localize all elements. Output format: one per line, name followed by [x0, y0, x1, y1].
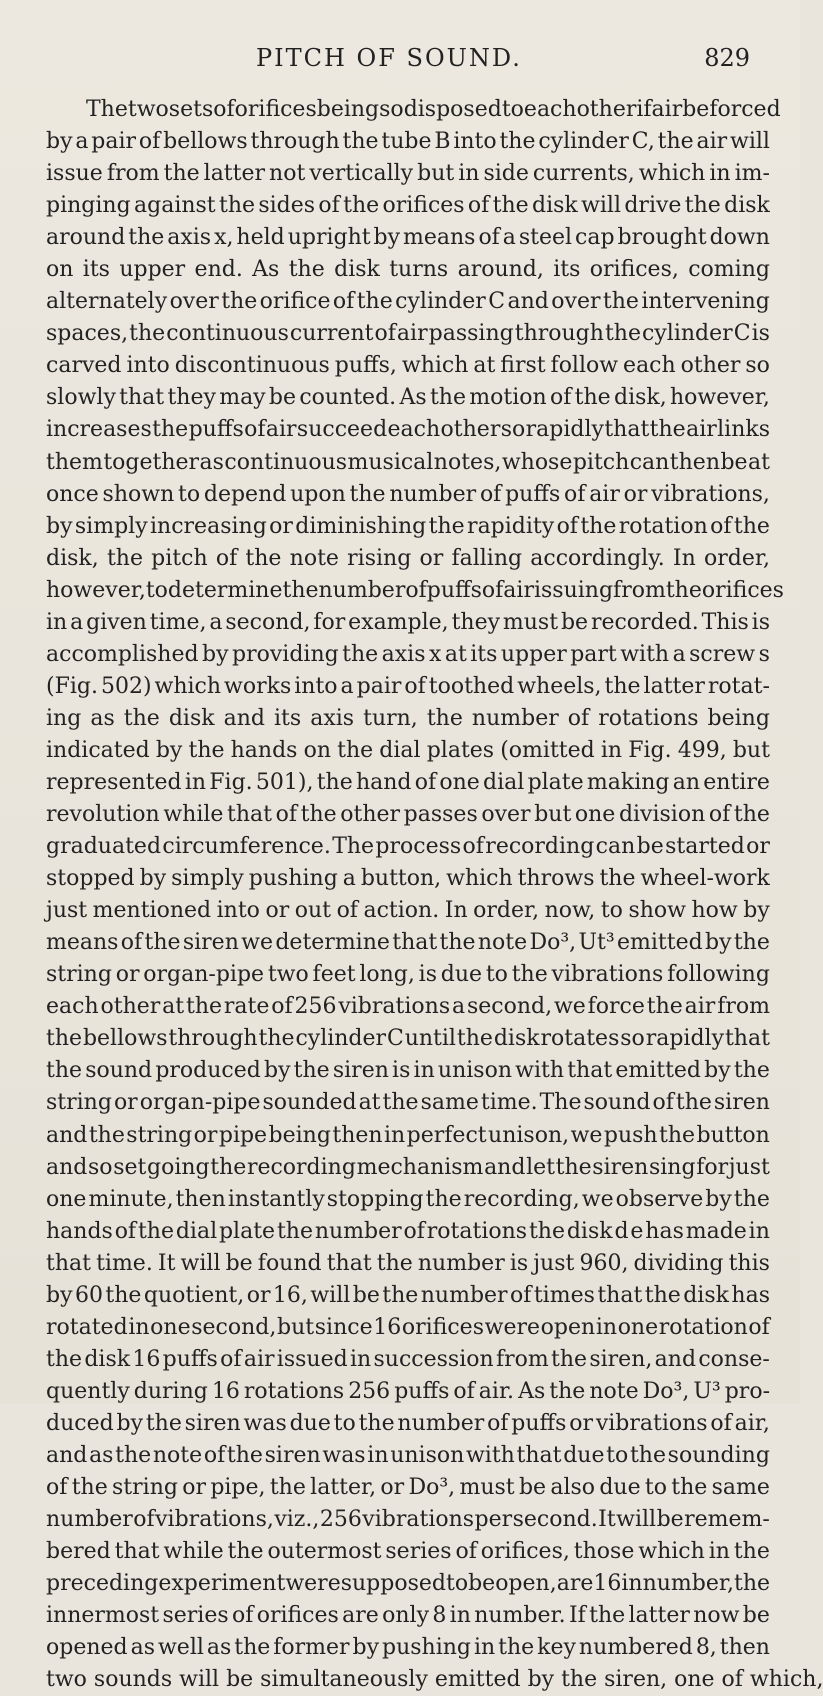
text-line: pinging against the sides of the orifices of the disk will drive the disk: [46, 193, 770, 219]
page-number: 829: [704, 44, 750, 72]
running-head: [46, 44, 774, 84]
text-line: around the axis x, held upright by means of a steel cap brought down: [46, 225, 770, 251]
text-line: the disk 16 puffs of air issued in succession from the siren, and conse-: [46, 1346, 770, 1372]
text-line: duced by the siren was due to the number of puffs or vibrations of air,: [46, 1410, 770, 1436]
text-line: preceding experiment were supposed to be open, are 16 in number, the: [46, 1571, 771, 1597]
text-line: and so set going the recording mechanism and let the siren sing for just: [46, 1154, 770, 1180]
text-line: indicated by the hands on the dial plates (omitted in Fig. 499, but: [46, 737, 770, 763]
text-line: represented in Fig. 501), the hand of one dial plate making an entire: [46, 769, 770, 795]
text-line: slowly that they may be counted. As the motion of the disk, however,: [46, 385, 770, 411]
text-line: carved into discontinuous puffs, which at first follow each other so: [46, 353, 770, 379]
text-line: two sounds will be simultaneously emitted by the siren, one of which,: [46, 1667, 823, 1693]
text-line: increases the puffs of air succeed each other so rapidly that the air links: [46, 417, 770, 443]
text-line: by 60 the quotient, or 16, will be the number of times that the disk has: [46, 1282, 770, 1308]
text-line: opened as well as the former by pushing in the key numbered 8, then: [46, 1635, 770, 1661]
text-line: quently during 16 rotations 256 puffs of air. As the note Do³, U³ pro-: [46, 1378, 770, 1404]
text-line: accomplished by providing the axis x at its upper part with a screw s: [46, 641, 770, 667]
text-line: however, to determine the number of puffs of air issuing from the orifices: [46, 577, 784, 603]
text-line: once shown to depend upon the number of puffs of air or vibrations,: [46, 481, 770, 507]
text-line: and as the note of the siren was in unison with that due to the sounding: [46, 1442, 770, 1468]
text-line: innermost series of orifices are only 8 in number. If the latter now be: [46, 1603, 770, 1629]
text-line: in a given time, a second, for example, they must be recorded. This is: [46, 609, 770, 635]
text-line: just mentioned into or out of action. In order, now, to show how by: [46, 898, 770, 924]
text-line: the bellows through the cylinder C until the disk rotates so rapidly that: [46, 1026, 770, 1052]
text-line: and the string or pipe being then in perfect unison, we push the button: [46, 1122, 770, 1148]
text-line: issue from the latter not vertically but in side currents, which in im-: [46, 161, 770, 187]
text-line: that time. It will be found that the number is just 960, dividing this: [46, 1250, 770, 1276]
text-line: (Fig. 502) which works into a pair of toothed wheels, the latter rotat-: [46, 673, 770, 699]
text-line: string or organ-pipe sounded at the same time. The sound of the siren: [46, 1090, 770, 1116]
text-line: rotated in one second, but since 16 orifices were open in one rotation of: [46, 1314, 770, 1340]
text-line: stopped by simply pushing a button, which throws the wheel-work: [46, 866, 770, 892]
text-line: number of vibrations, viz., 256 vibrations per second. It will be remem-: [46, 1507, 770, 1533]
text-line: bered that while the outermost series of orifices, those which in the: [46, 1539, 770, 1565]
text-line: spaces, the continuous current of air passing through the cylinder C is: [46, 321, 770, 347]
text-line: means of the siren we determine that the note Do³, Ut³ emitted by the: [46, 930, 770, 956]
text-line: by a pair of bellows through the tube B into the cylinder C, the air will: [46, 129, 770, 155]
text-line: The two sets of orifices being so disposed to each other if air be forced: [86, 97, 781, 122]
text-line: one minute, then instantly stopping the recording, we observe by the: [46, 1186, 770, 1212]
running-head-title: PITCH OF SOUND.: [256, 44, 522, 72]
text-line: revolution while that of the other passes over but one division of the: [46, 802, 770, 828]
text-line: each other at the rate of 256 vibrations a second, we force the air from: [46, 994, 770, 1020]
text-line: hands of the dial plate the number of rotations the disk d e has made in: [46, 1218, 770, 1244]
text-line: alternately over the orifice of the cylinder C and over the intervening: [46, 289, 770, 315]
text-line: the sound produced by the siren is in unison with that emitted by the: [46, 1058, 770, 1084]
text-line: ing as the disk and its axis turn, the number of rotations being: [46, 705, 770, 731]
text-line: graduated circumference. The process of recording can be started or: [46, 834, 770, 860]
text-line: on its upper end. As the disk turns around, its orifices, coming: [46, 257, 770, 283]
text-line: string or organ-pipe two feet long, is due to the vibrations following: [46, 962, 770, 988]
text-line: by simply increasing or diminishing the rapidity of the rotation of the: [46, 513, 770, 539]
body-text: [46, 94, 823, 1696]
text-line: them together as continuous musical notes, whose pitch can then be at: [46, 449, 770, 475]
text-line: of the string or pipe, the latter, or Do³, must be also due to the same: [46, 1475, 770, 1501]
text-line: disk, the pitch of the note rising or falling accordingly. In order,: [46, 545, 770, 571]
